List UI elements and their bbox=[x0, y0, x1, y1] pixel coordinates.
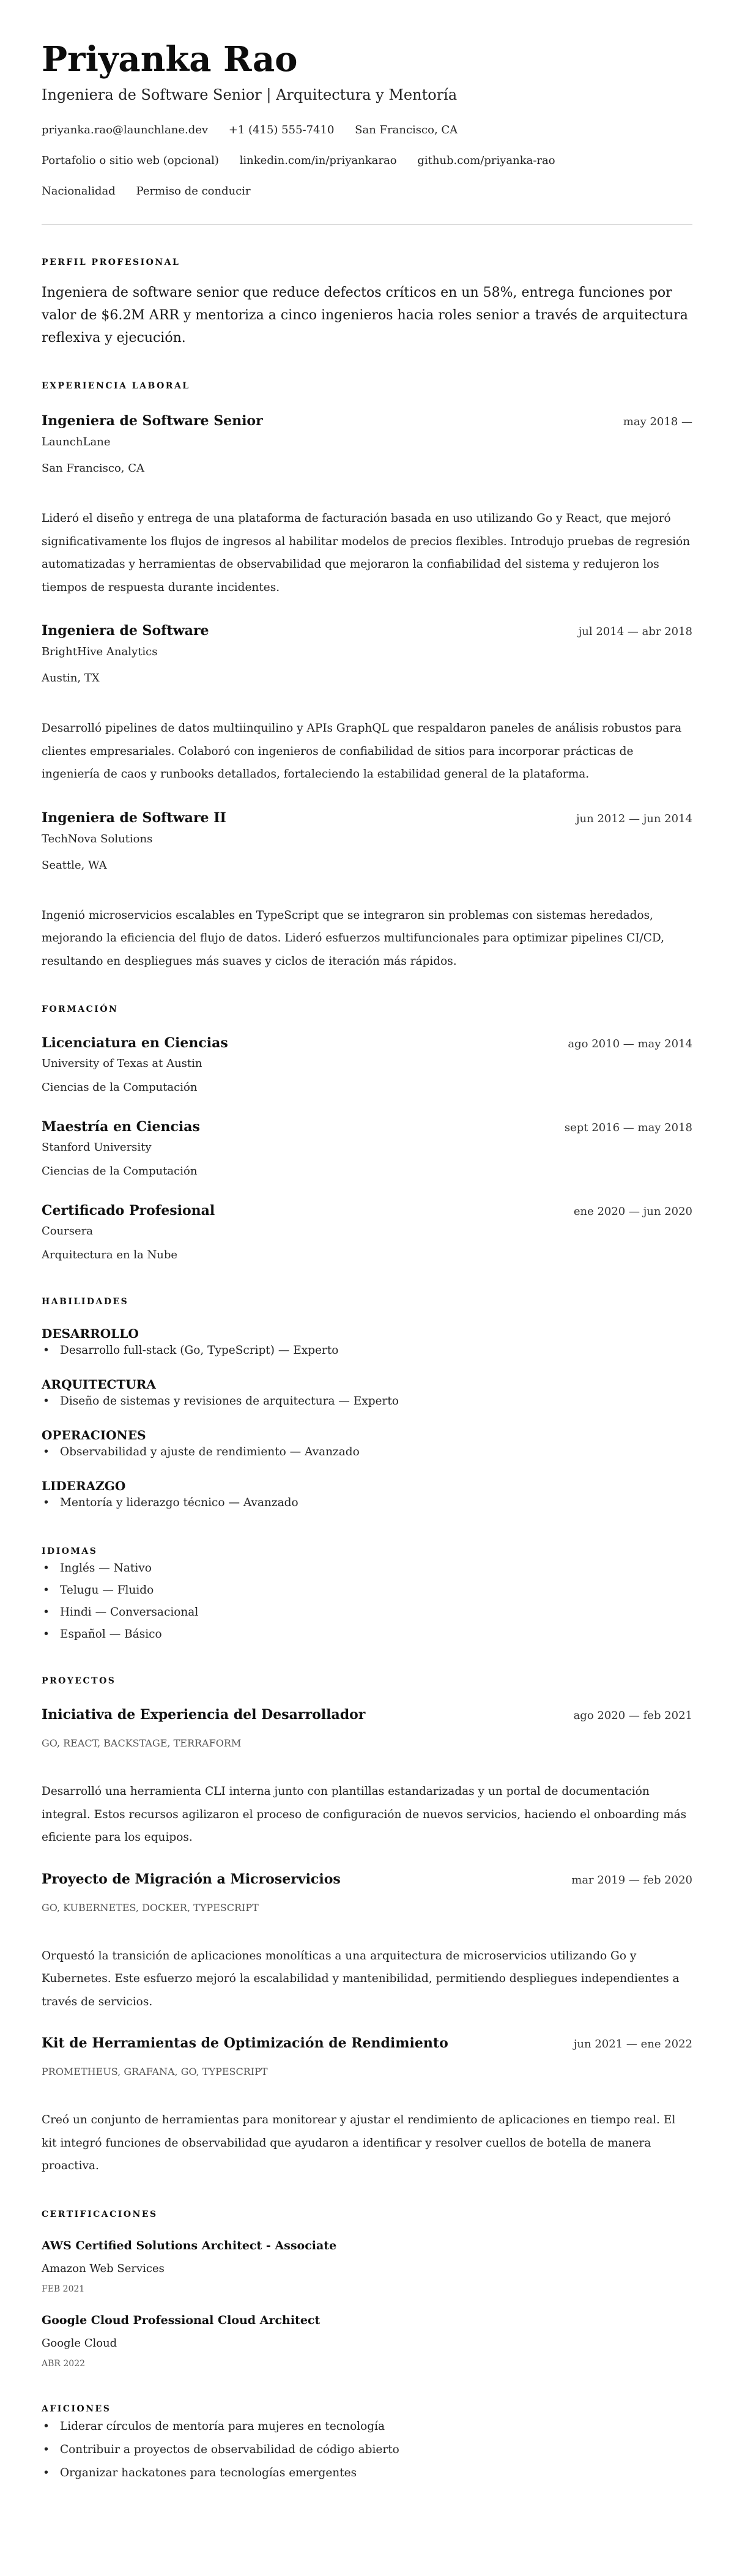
certification-entry bbox=[42, 2312, 692, 2370]
certification-entry bbox=[42, 2238, 692, 2295]
education-dates: ene 2020 — jun 2020 bbox=[573, 1205, 692, 1218]
email-link[interactable]: priyanka.rao@launchlane.dev bbox=[42, 124, 209, 136]
projects-section bbox=[42, 1675, 692, 2178]
skill-category: OPERACIONES bbox=[42, 1428, 146, 1442]
hobby-item: • Liderar círculos de mentoría para mujeres en tecnología bbox=[42, 2415, 692, 2438]
skills-section bbox=[42, 1296, 692, 1512]
summary-section bbox=[42, 256, 692, 349]
skill-item: • Mentoría y liderazgo técnico — Avanzado bbox=[42, 1494, 692, 1512]
institution: Stanford University bbox=[42, 1141, 152, 1154]
section-heading: CERTIFICACIONES bbox=[42, 2209, 158, 2219]
job-location: San Francisco, CA bbox=[42, 462, 145, 475]
project-title: Kit de Herramientas de Optimización de Rendimiento bbox=[42, 2035, 448, 2051]
location: San Francisco, CA bbox=[355, 124, 458, 136]
degree: Maestría en Ciencias bbox=[42, 1119, 200, 1135]
language-item: • Inglés — Nativo bbox=[42, 1557, 692, 1579]
divider bbox=[42, 224, 692, 225]
job-description: Lideró el diseño y entrega de una plataforma de facturación basada en uso utilizando Go y React, que mejoró significativamente los flujos de ingresos al habilitar modelos de precios flexibles. Introdujo pruebas de regresión automatizadas y herramientas de observabilidad que mejoraron la confiabilidad del sistema y redujeron los tiempos de respuesta durante incidentes. bbox=[42, 512, 691, 594]
project-description: Orquestó la transición de aplicaciones monolíticas a una arquitectura de microservicios utilizando Go y Kubernetes. Este esfuerzo mejoró la escalabilidad y mantenibilidad, permitiendo despliegues independientes a través de servicios. bbox=[42, 1949, 680, 2008]
company: LaunchLane bbox=[42, 436, 111, 448]
skill-item: • Diseño de sistemas y revisiones de arquitectura — Experto bbox=[42, 1393, 692, 1410]
hobbies-section bbox=[42, 2403, 692, 2485]
language-item: • Telugu — Fluido bbox=[42, 1579, 692, 1602]
section-heading: PROYECTOS bbox=[42, 1676, 116, 1686]
project-title: Proyecto de Migración a Microservicios bbox=[42, 1871, 341, 1887]
certification-name: Google Cloud Professional Cloud Architect bbox=[42, 2313, 321, 2327]
skill-item: • Desarrollo full-stack (Go, TypeScript) — Experto bbox=[42, 1342, 692, 1359]
certifications-section bbox=[42, 2208, 692, 2370]
project-entry bbox=[42, 2034, 692, 2178]
certification-date: ABR 2022 bbox=[42, 2358, 86, 2369]
job-title: Ingeniera de Software Senior bbox=[42, 413, 263, 429]
job-description: Ingenió microservicios escalables en TypeScript que se integraron sin problemas con sistemas heredados, mejorando la eficiencia del flujo de datos. Lideró esfuerzos multifuncionales para optimizar pipelines CI/CD, resultando en despliegues más suaves y ciclos de iteración más rápidos. bbox=[42, 908, 664, 968]
project-tech: GO, KUBERNETES, DOCKER, TYPESCRIPT bbox=[42, 1901, 259, 1913]
field-of-study: Ciencias de la Computación bbox=[42, 1081, 198, 1094]
headline: Ingeniera de Software Senior | Arquitectura y Mentoría bbox=[42, 86, 458, 103]
languages-section bbox=[42, 1545, 692, 1646]
project-entry bbox=[42, 1706, 692, 1849]
skill-category: ARQUITECTURA bbox=[42, 1377, 156, 1392]
section-heading: AFICIONES bbox=[42, 2403, 111, 2414]
experience-section bbox=[42, 380, 692, 973]
nationality: Nacionalidad bbox=[42, 185, 116, 198]
linkedin-link[interactable]: linkedin.com/in/priyankarao bbox=[239, 154, 397, 167]
project-dates: ago 2020 — feb 2021 bbox=[573, 1709, 692, 1722]
candidate-name: Priyanka Rao bbox=[42, 39, 298, 80]
skill-item: • Observabilidad y ajuste de rendimiento — Avanzado bbox=[42, 1444, 692, 1461]
summary-text: Ingeniera de software senior que reduce defectos críticos en un 58%, entrega funciones por valor de $6.2M ARR y mentoriza a cinco ingenieros hacia roles senior a través de arquitectura reflexiva y ejecución. bbox=[42, 285, 688, 346]
section-heading: PERFIL PROFESIONAL bbox=[42, 258, 180, 267]
education-dates: ago 2010 — may 2014 bbox=[568, 1037, 692, 1050]
project-dates: mar 2019 — feb 2020 bbox=[571, 1873, 692, 1887]
project-description: Desarrolló una herramienta CLI interna junto con plantillas estandarizadas y un portal de documentación integral. Estos recursos agilizaron el proceso de configuración de nuevos servicios, haciendo el onboarding más eficiente para los equipos. bbox=[42, 1785, 687, 1844]
institution: University of Texas at Austin bbox=[42, 1057, 202, 1070]
section-heading: HABILIDADES bbox=[42, 1297, 129, 1307]
certification-name: AWS Certified Solutions Architect - Associate bbox=[42, 2238, 337, 2252]
contact-info bbox=[42, 115, 692, 207]
skill-category: LIDERAZGO bbox=[42, 1479, 126, 1493]
project-description: Creó un conjunto de herramientas para monitorear y ajustar el rendimiento de aplicaciones en tiempo real. El kit integró funciones de observabilidad que ayudaron a identificar y resolver cuellos de botella de manera proactiva. bbox=[42, 2114, 676, 2172]
job-dates: may 2018 — bbox=[623, 415, 692, 428]
degree: Licenciatura en Ciencias bbox=[42, 1035, 228, 1051]
phone: +1 (415) 555-7410 bbox=[228, 124, 335, 136]
job-title: Ingeniera de Software II bbox=[42, 809, 226, 826]
job-entry bbox=[42, 622, 692, 786]
certification-issuer: Google Cloud bbox=[42, 2336, 117, 2350]
job-description: Desarrolló pipelines de datos multiinquilino y APIs GraphQL que respaldaron paneles de análisis robustos para clientes empresariales. Colaboró con ingenieros de confiabilidad de sitios para incorporar prácticas de ingeniería de caos y runbooks detallados, fortaleciendo la estabilidad general de la plataforma. bbox=[42, 722, 682, 781]
field-of-study: Ciencias de la Computación bbox=[42, 1165, 198, 1178]
language-item: • Español — Básico bbox=[42, 1624, 692, 1646]
education-entry bbox=[42, 1034, 692, 1096]
portfolio-link[interactable]: Portafolio o sitio web (opcional) bbox=[42, 154, 219, 167]
job-entry bbox=[42, 412, 692, 599]
section-heading: EXPERIENCIA LABORAL bbox=[42, 381, 190, 391]
skill-category: DESARROLLO bbox=[42, 1326, 139, 1341]
certification-date: FEB 2021 bbox=[42, 2284, 85, 2294]
certification-issuer: Amazon Web Services bbox=[42, 2262, 165, 2275]
project-tech: GO, REACT, BACKSTAGE, TERRAFORM bbox=[42, 1737, 242, 1749]
job-dates: jul 2014 — abr 2018 bbox=[578, 625, 692, 638]
education-entry bbox=[42, 1201, 692, 1263]
project-tech: PROMETHEUS, GRAFANA, GO, TYPESCRIPT bbox=[42, 2066, 268, 2077]
company: BrightHive Analytics bbox=[42, 645, 158, 658]
project-dates: jun 2021 — ene 2022 bbox=[573, 2038, 692, 2051]
institution: Coursera bbox=[42, 1225, 94, 1238]
job-location: Seattle, WA bbox=[42, 858, 107, 872]
job-dates: jun 2012 — jun 2014 bbox=[576, 812, 692, 825]
project-title: Iniciativa de Experiencia del Desarrollador bbox=[42, 1707, 366, 1723]
language-item: • Hindi — Conversacional bbox=[42, 1602, 692, 1624]
section-heading: FORMACIÓN bbox=[42, 1004, 119, 1014]
project-entry bbox=[42, 1870, 692, 2014]
driving-license: Permiso de conducir bbox=[136, 185, 251, 198]
job-entry bbox=[42, 809, 692, 973]
education-entry bbox=[42, 1118, 692, 1179]
section-heading: IDIOMAS bbox=[42, 1546, 98, 1556]
education-section bbox=[42, 1003, 692, 1263]
github-link[interactable]: github.com/priyanka-rao bbox=[417, 154, 555, 167]
company: TechNova Solutions bbox=[42, 832, 153, 845]
job-title: Ingeniera de Software bbox=[42, 623, 209, 639]
hobby-item: • Contribuir a proyectos de observabilidad de código abierto bbox=[42, 2438, 692, 2462]
field-of-study: Arquitectura en la Nube bbox=[42, 1249, 178, 1261]
degree: Certificado Profesional bbox=[42, 1203, 215, 1219]
job-location: Austin, TX bbox=[42, 672, 100, 685]
education-dates: sept 2016 — may 2018 bbox=[564, 1121, 692, 1134]
hobby-item: • Organizar hackatones para tecnologías emergentes bbox=[42, 2462, 692, 2485]
